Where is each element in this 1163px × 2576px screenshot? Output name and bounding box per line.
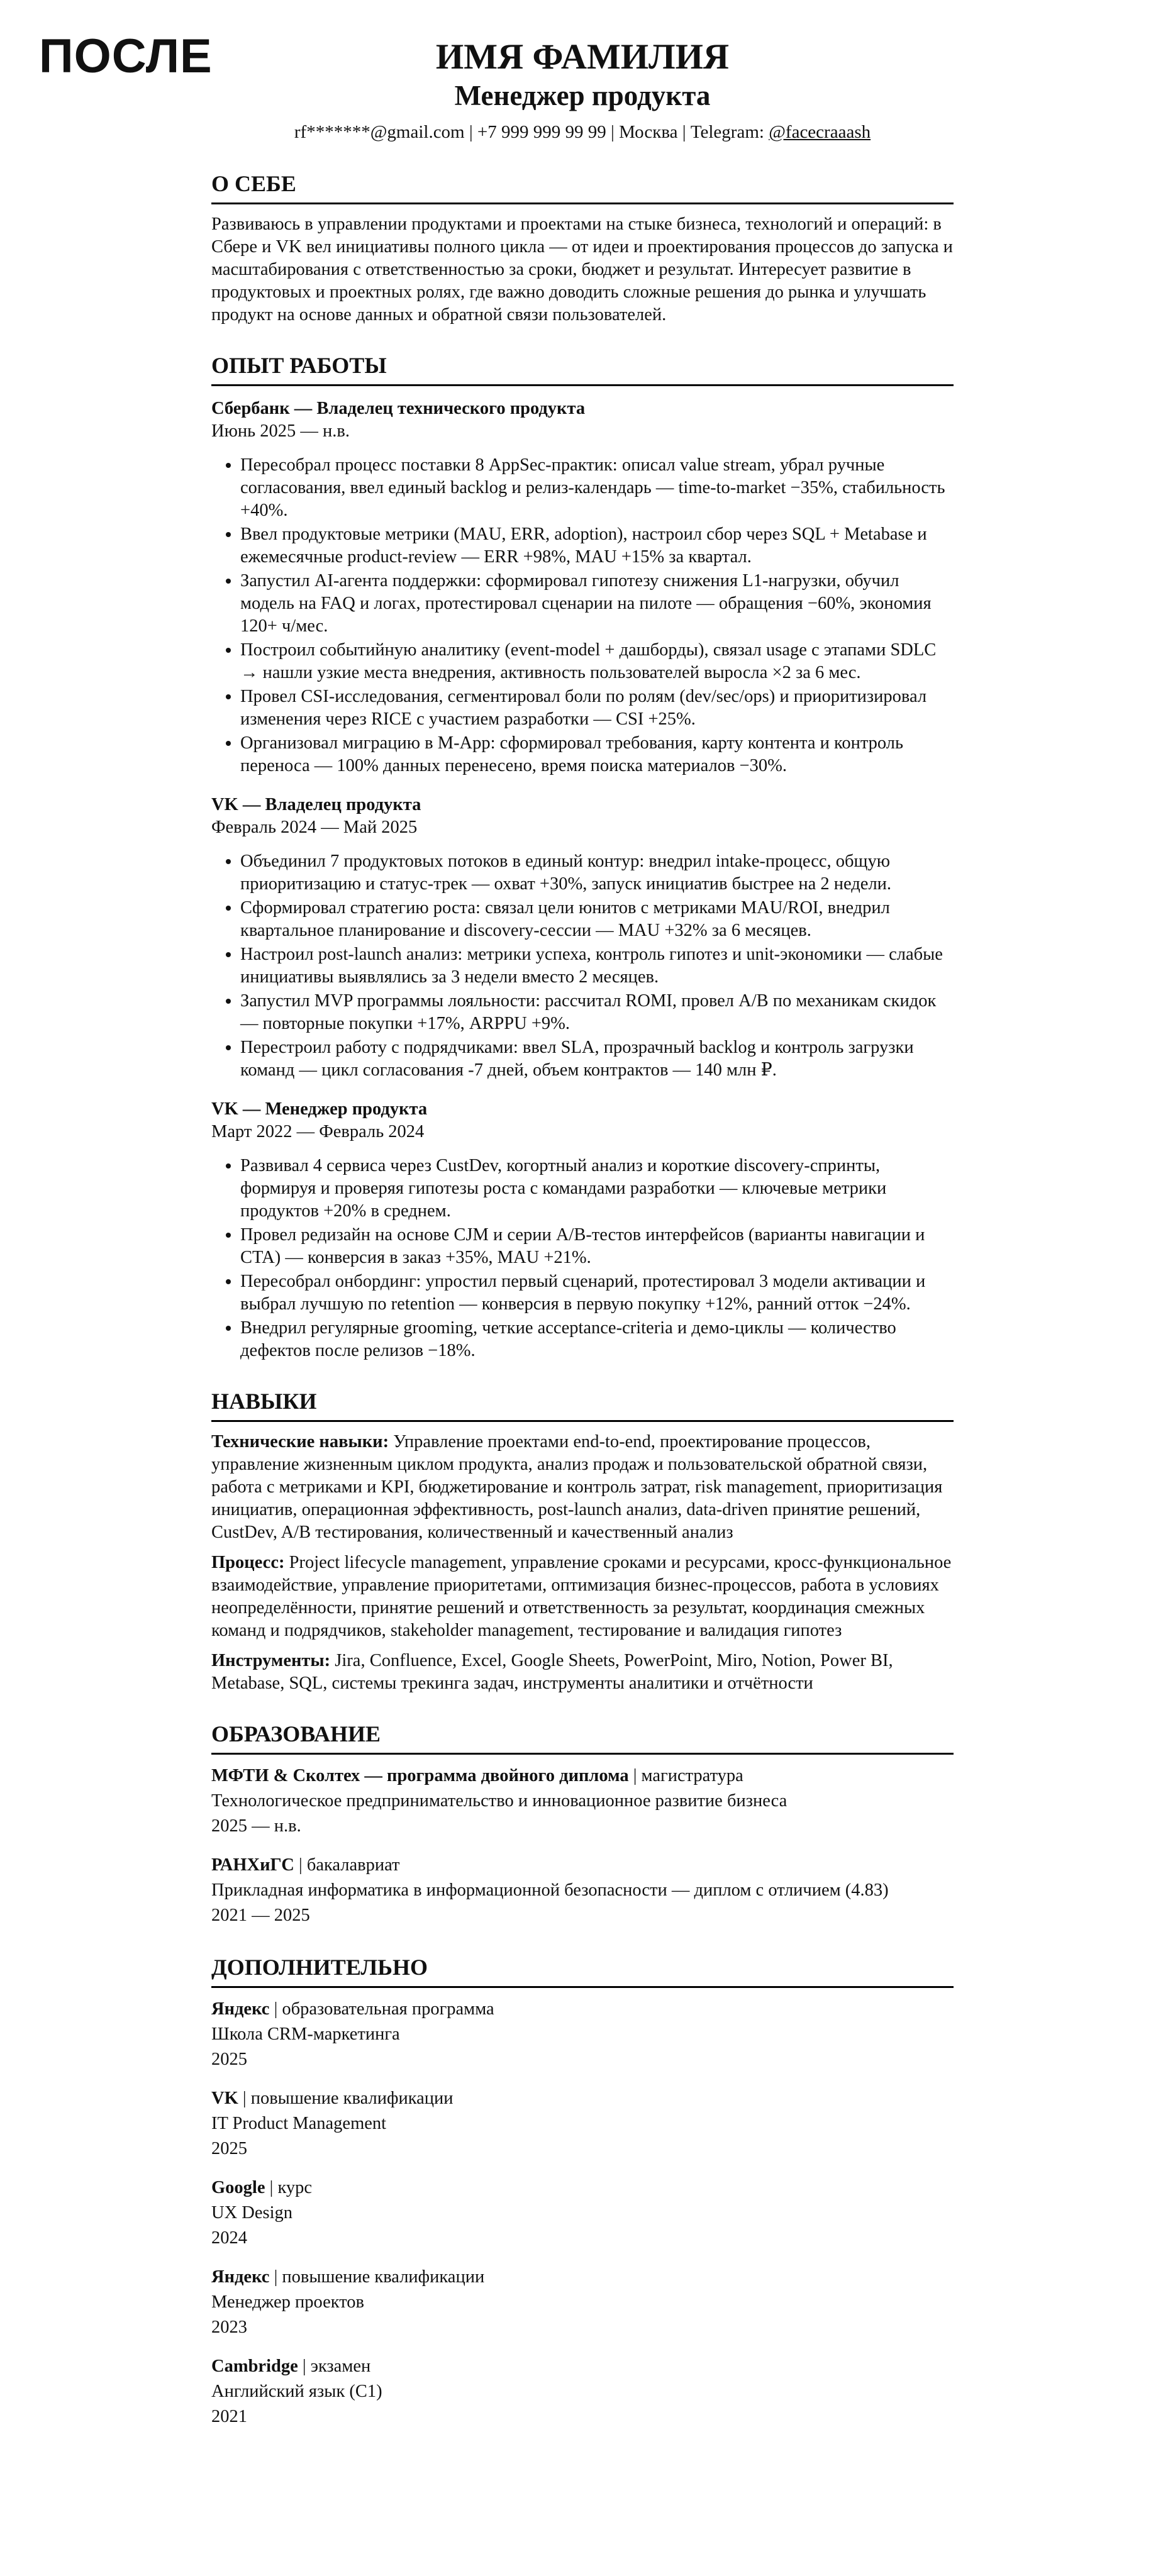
- job-dates: Июнь 2025 — н.в.: [211, 421, 350, 441]
- education-section: [211, 1720, 954, 1928]
- additional-entry: [211, 1997, 954, 2072]
- entry-years: 2021: [211, 2407, 247, 2426]
- additional-entry: [211, 2175, 954, 2251]
- resume-header: [211, 36, 954, 145]
- achievement-item: • Сформировал стратегию роста: связал цели юнитов с метриками MAU/ROI, внедрил квартальное планирование и discovery-сессии — MAU +32% за 6 месяцев.: [240, 897, 954, 942]
- contacts-text: rf*******@gmail.com | +7 999 999 99 99 | Москва | Telegram:: [294, 122, 769, 142]
- entry-years: 2025: [211, 2139, 247, 2158]
- job-achievements: [211, 1155, 954, 1362]
- education-entry: [211, 1763, 954, 1839]
- job-title: VK — Владелец продукта: [211, 795, 421, 814]
- resume-page: [211, 36, 954, 2429]
- after-badge: ПОСЛЕ: [39, 30, 213, 83]
- experience-title: ОПЫТ РАБОТЫ: [211, 352, 954, 386]
- job-entry: [211, 1098, 954, 1362]
- entry-org: МФТИ & Сколтех — программа двойного диплома: [211, 1766, 629, 1785]
- achievement-item: • Развивал 4 сервиса через CustDev, когортный анализ и короткие discovery-спринты, формируя и проверяя гипотезы роста с командами разработки — ключевые метрики продуктов +20% в среднем.: [240, 1155, 954, 1223]
- achievement-item: • Запустил MVP программы лояльности: рассчитал ROMI, провел A/B по механикам скидок — повторные покупки +17%, ARPPU +9%.: [240, 990, 954, 1035]
- entry-heading: [211, 2175, 954, 2201]
- education-title: ОБРАЗОВАНИЕ: [211, 1720, 954, 1755]
- contacts-line: [211, 119, 954, 145]
- entry-years: 2025: [211, 2050, 247, 2069]
- education-list: [211, 1763, 954, 1928]
- entry-program: IT Product Management: [211, 2114, 387, 2133]
- entry-program: Прикладная информатика в информационной безопасности — диплом с отличием (4.83): [211, 1880, 889, 1900]
- entry-org: Google: [211, 2178, 265, 2197]
- entry-kind: | экзамен: [298, 2357, 371, 2376]
- experience-section: [211, 352, 954, 1362]
- achievement-item: • Настроил post-launch анализ: метрики успеха, контроль гипотез и unit-экономики — слабые инициативы выявлялись за 3 недели вместо 2 месяцев.: [240, 943, 954, 989]
- achievement-item: • Объединил 7 продуктовых потоков в единый контур: внедрил intake-процесс, общую приоритизацию и статус-трек — охват +30%, запуск инициатив быстрее на 2 недели.: [240, 850, 954, 896]
- skill-text: Управление проектами end-to-end, проектирование процессов, управление жизненным циклом продукта, анализ продаж и пользовательской обратной связи, работа с метриками и KPI, бюджетирование и контроль затрат, risk management, приоритизация инициатив, операционная эффективность, post-launch анализ, data-driven принятие решений, CustDev, A/B тестирования, количественный и качественный анализ: [211, 1432, 943, 1542]
- entry-heading: [211, 1997, 954, 2022]
- about-title: О СЕБЕ: [211, 170, 954, 204]
- job-achievements: [211, 454, 954, 777]
- skill-group: [211, 1552, 954, 1642]
- telegram-link[interactable]: @facecraaash: [769, 122, 871, 142]
- achievement-item: • Провел редизайн на основе CJM и серии A/B-тестов интерфейсов (варианты навигации и CTA) — конверсия в заказ +35%, MAU +21%.: [240, 1224, 954, 1269]
- entry-kind: | магистратура: [628, 1766, 743, 1785]
- job-dates: Март 2022 — Февраль 2024: [211, 1122, 425, 1141]
- entry-years: 2023: [211, 2318, 247, 2337]
- skill-label: Технические навыки:: [211, 1432, 389, 1452]
- additional-entry: [211, 2265, 954, 2340]
- about-text: Развиваюсь в управлении продуктами и проектами на стыке бизнеса, технологий и операций: в Сбере и VK вел инициативы полного цикла — от идеи и проектирования процессов до запуска и масштабирования с ответственностью за сроки, бюджет и результат. Интересует развитие в продуктовых и проектных ролях, где важно доводить сложные решения до рынка и улучшать продукт на основе данных и обратной связи пользователей.: [211, 214, 953, 325]
- entry-program: UX Design: [211, 2203, 293, 2223]
- achievement-item: • Запустил AI-агента поддержки: сформировал гипотезу снижения L1-нагрузки, обучил модель на FAQ и логах, протестировал сценарии на пилоте — обращения −60%, экономия 120+ ч/мес.: [240, 570, 954, 638]
- job-title: VK — Менеджер продукта: [211, 1099, 428, 1119]
- entry-kind: | повышение квалификации: [238, 2089, 454, 2108]
- job-title: Сбербанк — Владелец технического продукта: [211, 399, 586, 418]
- skills-section: [211, 1387, 954, 1695]
- entry-program: Технологическое предпринимательство и инновационное развитие бизнеса: [211, 1791, 787, 1811]
- entry-org: Яндекс: [211, 1999, 270, 2019]
- entry-program: Менеджер проектов: [211, 2292, 364, 2312]
- additional-title: ДОПОЛНИТЕЛЬНО: [211, 1953, 954, 1988]
- skill-group: [211, 1431, 954, 1544]
- candidate-role: Менеджер продукта: [454, 80, 711, 111]
- entry-years: 2021 — 2025: [211, 1906, 310, 1925]
- skill-text: Jira, Confluence, Excel, Google Sheets, PowerPoint, Miro, Notion, Power BI, Metabase, SQL, системы трекинга задач, инструменты аналитики и отчётности: [211, 1651, 893, 1693]
- education-entry: [211, 1853, 954, 1928]
- additional-list: [211, 1997, 954, 2429]
- entry-org: Cambridge: [211, 2357, 298, 2376]
- entry-heading: [211, 2265, 954, 2290]
- entry-program: Английский язык (C1): [211, 2382, 382, 2401]
- entry-kind: | образовательная программа: [269, 1999, 494, 2019]
- additional-section: [211, 1953, 954, 2429]
- skill-label: Инструменты:: [211, 1651, 331, 1670]
- entry-heading: [211, 1763, 954, 1789]
- skill-text: Project lifecycle management, управление сроками и ресурсами, кросс-функциональное взаимодействие, управление приоритетами, оптимизация бизнес-процессов, работа в условиях неопределённости, принятие решений и ответственность за результат, координация смежных команд и подрядчиков, stakeholder management, тестирование и валидация гипотез: [211, 1553, 952, 1640]
- entry-kind: | бакалавриат: [294, 1855, 400, 1875]
- achievement-item: • Пересобрал онбординг: упростил первый сценарий, протестировал 3 модели активации и выбрал лучшую по retention — конверсия в первую покупку +12%, ранний отток −24%.: [240, 1270, 954, 1316]
- job-dates: Февраль 2024 — Май 2025: [211, 818, 418, 837]
- achievement-item: • Организовал миграцию в M-App: сформировал требования, карту контента и контроль переноса — 100% данных перенесено, время поиска материалов −30%.: [240, 732, 954, 777]
- entry-program: Школа CRM-маркетинга: [211, 2024, 400, 2044]
- skill-label: Процесс:: [211, 1553, 285, 1572]
- skills-list: [211, 1431, 954, 1695]
- entry-org: РАНХиГС: [211, 1855, 294, 1875]
- candidate-name: ИМЯ ФАМИЛИЯ: [435, 37, 730, 77]
- job-entry: [211, 397, 954, 777]
- achievement-item: • Провел CSI-исследования, сегментировал боли по ролям (dev/sec/ops) и приоритизировал изменения через RICE с участием разработки — CSI +25%.: [240, 686, 954, 731]
- achievement-item: • Внедрил регулярные grooming, четкие acceptance-criteria и демо-циклы — количество дефектов после релизов −18%.: [240, 1317, 954, 1362]
- entry-kind: | повышение квалификации: [269, 2267, 485, 2287]
- entry-heading: [211, 1853, 954, 1878]
- achievement-item: • Построил событийную аналитику (event-model + дашборды), связал usage с этапами SDLC → нашли узкие места внедрения, активность пользователей выросла ×2 за 6 мес.: [240, 639, 954, 684]
- about-section: [211, 170, 954, 326]
- additional-entry: [211, 2086, 954, 2162]
- entry-org: VK: [211, 2089, 238, 2108]
- achievement-item: • Перестроил работу с подрядчиками: ввел SLA, прозрачный backlog и контроль загрузки команд — цикл согласования -7 дней, объем контрактов — 140 млн ₽.: [240, 1036, 954, 1082]
- entry-years: 2024: [211, 2228, 247, 2248]
- entry-kind: | курс: [265, 2178, 313, 2197]
- jobs-list: [211, 397, 954, 1362]
- skill-group: [211, 1650, 954, 1695]
- entry-heading: [211, 2086, 954, 2111]
- entry-org: Яндекс: [211, 2267, 270, 2287]
- job-entry: [211, 794, 954, 1082]
- achievement-item: • Ввел продуктовые метрики (MAU, ERR, adoption), настроил сбор через SQL + Metabase и ежемесячные product-review — ERR +98%, MAU +15% за квартал.: [240, 523, 954, 569]
- entry-heading: [211, 2354, 954, 2379]
- job-achievements: [211, 850, 954, 1082]
- additional-entry: [211, 2354, 954, 2429]
- achievement-item: • Пересобрал процесс поставки 8 AppSec-практик: описал value stream, убрал ручные согласования, ввел единый backlog и релиз-календарь — time-to-market −35%, стабильность +40%.: [240, 454, 954, 522]
- skills-title: НАВЫКИ: [211, 1387, 954, 1422]
- entry-years: 2025 — н.в.: [211, 1816, 301, 1836]
